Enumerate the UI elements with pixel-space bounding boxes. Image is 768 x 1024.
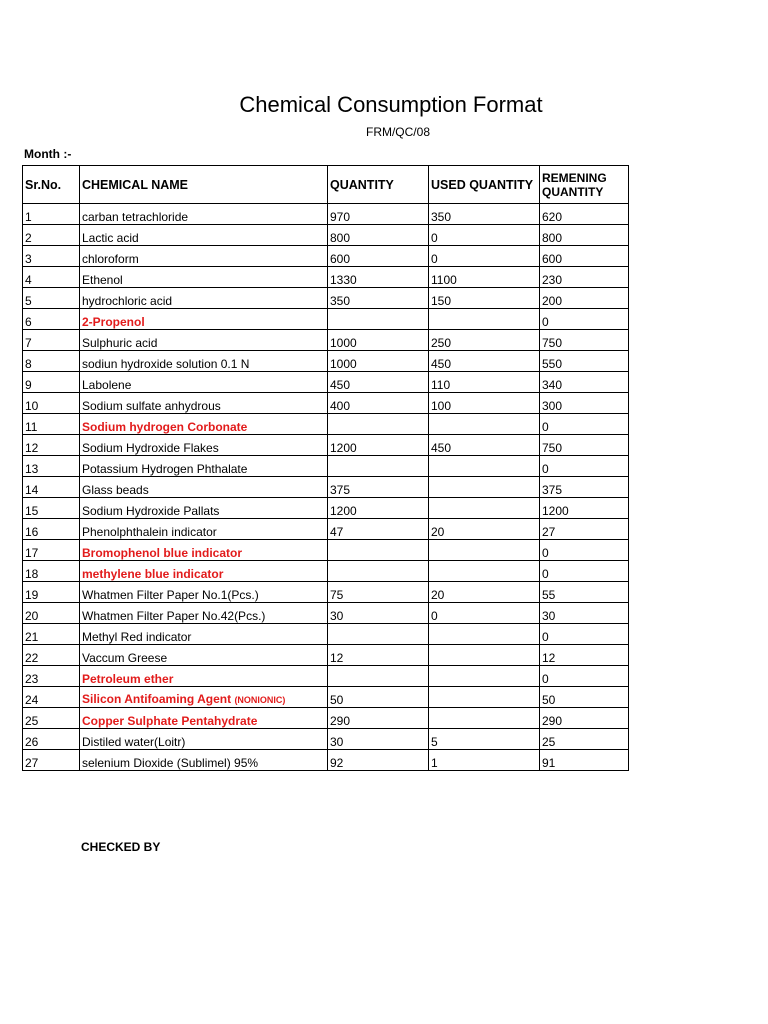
cell-used-quantity: 450: [429, 435, 540, 456]
cell-sr-no: 18: [23, 561, 80, 582]
cell-remaining-quantity: 1200: [540, 498, 629, 519]
chemical-name-text: Labolene: [82, 378, 132, 392]
cell-quantity: 375: [328, 477, 429, 498]
cell-sr-no: 16: [23, 519, 80, 540]
cell-remaining-quantity: 55: [540, 582, 629, 603]
cell-remaining-quantity: 375: [540, 477, 629, 498]
cell-chemical-name: [80, 582, 328, 603]
chemical-name-text: Phenolphthalein indicator: [82, 525, 217, 539]
cell-used-quantity: [429, 540, 540, 561]
form-code: FRM/QC/08: [365, 125, 430, 139]
cell-chemical-name: [80, 351, 328, 372]
month-label: Month :-: [24, 147, 72, 161]
cell-sr-no: 2: [23, 225, 80, 246]
table-row: [23, 708, 629, 729]
column-header-quantity: QUANTITY: [328, 166, 429, 204]
table-row: [23, 204, 629, 225]
chemical-name-text: Vaccum Greese: [82, 651, 168, 665]
cell-chemical-name: [80, 372, 328, 393]
cell-used-quantity: 350: [429, 204, 540, 225]
cell-chemical-name: [80, 414, 328, 435]
cell-remaining-quantity: 600: [540, 246, 629, 267]
chemical-name-text: Whatmen Filter Paper No.1(Pcs.): [82, 588, 259, 602]
table-row: [23, 372, 629, 393]
cell-quantity: [328, 624, 429, 645]
cell-quantity: 12: [328, 645, 429, 666]
cell-remaining-quantity: 300: [540, 393, 629, 414]
chemical-name-text: Methyl Red indicator: [82, 630, 192, 644]
chemical-name-text: methylene blue indicator: [82, 567, 224, 581]
cell-quantity: 1200: [328, 498, 429, 519]
cell-quantity: [328, 456, 429, 477]
table-row: [23, 561, 629, 582]
cell-chemical-name: [80, 624, 328, 645]
cell-sr-no: 11: [23, 414, 80, 435]
cell-used-quantity: 0: [429, 246, 540, 267]
table-row: [23, 456, 629, 477]
chemical-name-text: Sodium Hydroxide Flakes: [82, 441, 219, 455]
cell-remaining-quantity: 620: [540, 204, 629, 225]
cell-used-quantity: [429, 309, 540, 330]
cell-used-quantity: [429, 498, 540, 519]
cell-sr-no: 4: [23, 267, 80, 288]
cell-chemical-name: [80, 456, 328, 477]
table-row: [23, 477, 629, 498]
cell-chemical-name: [80, 435, 328, 456]
cell-used-quantity: 110: [429, 372, 540, 393]
chemical-name-text: Sodium sulfate anhydrous: [82, 399, 221, 413]
table-row: [23, 582, 629, 603]
cell-remaining-quantity: 0: [540, 309, 629, 330]
cell-chemical-name: [80, 603, 328, 624]
cell-remaining-quantity: 0: [540, 666, 629, 687]
table-row: [23, 309, 629, 330]
cell-chemical-name: [80, 708, 328, 729]
cell-used-quantity: [429, 414, 540, 435]
chemical-name-text: Ethenol: [82, 273, 123, 287]
cell-remaining-quantity: 750: [540, 330, 629, 351]
cell-remaining-quantity: 12: [540, 645, 629, 666]
cell-remaining-quantity: 800: [540, 225, 629, 246]
cell-chemical-name: [80, 267, 328, 288]
column-header-remaining-quantity: REMENING QUANTITY: [540, 166, 629, 204]
table-row: [23, 330, 629, 351]
column-header-used-quantity: USED QUANTITY: [429, 166, 540, 204]
cell-sr-no: 15: [23, 498, 80, 519]
chemical-name-text: chloroform: [82, 252, 139, 266]
table-row: [23, 435, 629, 456]
cell-used-quantity: 150: [429, 288, 540, 309]
cell-chemical-name: [80, 204, 328, 225]
cell-used-quantity: [429, 561, 540, 582]
cell-chemical-name: [80, 540, 328, 561]
cell-sr-no: 7: [23, 330, 80, 351]
cell-sr-no: 24: [23, 687, 80, 708]
cell-chemical-name: [80, 225, 328, 246]
cell-remaining-quantity: 230: [540, 267, 629, 288]
cell-used-quantity: [429, 645, 540, 666]
cell-sr-no: 8: [23, 351, 80, 372]
cell-quantity: 400: [328, 393, 429, 414]
cell-sr-no: 20: [23, 603, 80, 624]
chemical-name-text: Petroleum ether: [82, 672, 174, 686]
table-row: [23, 225, 629, 246]
cell-quantity: 290: [328, 708, 429, 729]
cell-used-quantity: 0: [429, 225, 540, 246]
checked-by-label: CHECKED BY: [81, 840, 161, 854]
cell-sr-no: 23: [23, 666, 80, 687]
cell-chemical-name: [80, 729, 328, 750]
cell-used-quantity: 20: [429, 519, 540, 540]
cell-remaining-quantity: 0: [540, 561, 629, 582]
cell-chemical-name: [80, 330, 328, 351]
chemical-name-text: sodiun hydroxide solution 0.1 N: [82, 357, 250, 371]
cell-used-quantity: 1: [429, 750, 540, 771]
table-row: [23, 267, 629, 288]
cell-sr-no: 13: [23, 456, 80, 477]
chemical-name-suffix: (NONIONIC): [234, 695, 286, 705]
cell-sr-no: 9: [23, 372, 80, 393]
cell-quantity: 1200: [328, 435, 429, 456]
cell-chemical-name: [80, 666, 328, 687]
cell-quantity: 30: [328, 603, 429, 624]
cell-remaining-quantity: 340: [540, 372, 629, 393]
cell-chemical-name: [80, 477, 328, 498]
chemical-name-text: Bromophenol blue indicator: [82, 546, 243, 560]
cell-quantity: 450: [328, 372, 429, 393]
cell-quantity: 600: [328, 246, 429, 267]
cell-used-quantity: [429, 708, 540, 729]
cell-quantity: 92: [328, 750, 429, 771]
chemical-name-text: Distiled water(Loitr): [82, 735, 186, 749]
table-row: [23, 246, 629, 267]
chemical-name-text: Sodium Hydroxide Pallats: [82, 504, 220, 518]
cell-chemical-name: [80, 750, 328, 771]
cell-quantity: 970: [328, 204, 429, 225]
cell-used-quantity: 5: [429, 729, 540, 750]
cell-quantity: 50: [328, 687, 429, 708]
cell-sr-no: 27: [23, 750, 80, 771]
cell-quantity: 1000: [328, 330, 429, 351]
cell-remaining-quantity: 0: [540, 456, 629, 477]
cell-sr-no: 10: [23, 393, 80, 414]
cell-quantity: [328, 414, 429, 435]
cell-chemical-name: [80, 309, 328, 330]
cell-quantity: [328, 309, 429, 330]
cell-chemical-name: [80, 561, 328, 582]
cell-remaining-quantity: 0: [540, 624, 629, 645]
cell-chemical-name: [80, 393, 328, 414]
cell-quantity: [328, 540, 429, 561]
cell-used-quantity: [429, 477, 540, 498]
cell-chemical-name: [80, 498, 328, 519]
cell-used-quantity: 20: [429, 582, 540, 603]
cell-sr-no: 5: [23, 288, 80, 309]
cell-chemical-name: [80, 645, 328, 666]
table-row: [23, 666, 629, 687]
cell-remaining-quantity: 91: [540, 750, 629, 771]
cell-remaining-quantity: 50: [540, 687, 629, 708]
cell-quantity: 47: [328, 519, 429, 540]
chemical-consumption-table: [22, 165, 629, 771]
cell-remaining-quantity: 550: [540, 351, 629, 372]
table-body: [23, 204, 629, 771]
cell-remaining-quantity: 290: [540, 708, 629, 729]
cell-quantity: 350: [328, 288, 429, 309]
cell-sr-no: 26: [23, 729, 80, 750]
chemical-name-text: carban tetrachloride: [82, 210, 189, 224]
page-title: Chemical Consumption Format: [239, 92, 543, 117]
cell-sr-no: 14: [23, 477, 80, 498]
cell-sr-no: 19: [23, 582, 80, 603]
cell-used-quantity: [429, 666, 540, 687]
table-row: [23, 603, 629, 624]
cell-remaining-quantity: 750: [540, 435, 629, 456]
table-row: [23, 645, 629, 666]
cell-used-quantity: 1100: [429, 267, 540, 288]
table-row: [23, 624, 629, 645]
chemical-name-text: Lactic acid: [82, 231, 139, 245]
cell-used-quantity: 250: [429, 330, 540, 351]
cell-remaining-quantity: 25: [540, 729, 629, 750]
cell-used-quantity: [429, 687, 540, 708]
chemical-name-text: hydrochloric acid: [82, 294, 173, 308]
cell-sr-no: 6: [23, 309, 80, 330]
cell-used-quantity: 0: [429, 603, 540, 624]
chemical-name-text: Sulphuric acid: [82, 336, 158, 350]
cell-sr-no: 22: [23, 645, 80, 666]
cell-sr-no: 21: [23, 624, 80, 645]
cell-sr-no: 1: [23, 204, 80, 225]
cell-remaining-quantity: 200: [540, 288, 629, 309]
cell-sr-no: 3: [23, 246, 80, 267]
cell-quantity: 30: [328, 729, 429, 750]
cell-sr-no: 17: [23, 540, 80, 561]
table-row: [23, 414, 629, 435]
cell-quantity: 75: [328, 582, 429, 603]
chemical-name-text: 2-Propenol: [82, 315, 145, 329]
cell-used-quantity: 450: [429, 351, 540, 372]
cell-quantity: 1000: [328, 351, 429, 372]
table-row: [23, 729, 629, 750]
table-row: [23, 498, 629, 519]
table-row: [23, 351, 629, 372]
cell-chemical-name: [80, 246, 328, 267]
cell-remaining-quantity: 30: [540, 603, 629, 624]
cell-sr-no: 25: [23, 708, 80, 729]
cell-used-quantity: [429, 456, 540, 477]
chemical-name-text: Sodium hydrogen Corbonate: [82, 420, 248, 434]
cell-quantity: 1330: [328, 267, 429, 288]
cell-remaining-quantity: 0: [540, 414, 629, 435]
cell-quantity: [328, 561, 429, 582]
cell-used-quantity: [429, 624, 540, 645]
cell-quantity: 800: [328, 225, 429, 246]
column-header-chemical-name: CHEMICAL NAME: [80, 166, 328, 204]
table-row: [23, 750, 629, 771]
table-row: [23, 519, 629, 540]
table-row: [23, 393, 629, 414]
chemical-name-text: Whatmen Filter Paper No.42(Pcs.): [82, 609, 266, 623]
chemical-name-text: Silicon Antifoaming Agent: [82, 692, 235, 706]
table-row: [23, 288, 629, 309]
chemical-name-text: selenium Dioxide (Sublimel) 95%: [82, 756, 259, 770]
cell-chemical-name: [80, 687, 328, 708]
table-row: [23, 687, 629, 708]
table-row: [23, 540, 629, 561]
table-header-row: [23, 166, 629, 204]
cell-chemical-name: [80, 288, 328, 309]
cell-remaining-quantity: 27: [540, 519, 629, 540]
chemical-name-text: Potassium Hydrogen Phthalate: [82, 462, 248, 476]
cell-remaining-quantity: 0: [540, 540, 629, 561]
cell-quantity: [328, 666, 429, 687]
chemical-name-text: Glass beads: [82, 483, 149, 497]
cell-chemical-name: [80, 519, 328, 540]
column-header-sr-no: Sr.No.: [23, 166, 80, 204]
cell-used-quantity: 100: [429, 393, 540, 414]
chemical-name-text: Copper Sulphate Pentahydrate: [82, 714, 258, 728]
cell-sr-no: 12: [23, 435, 80, 456]
